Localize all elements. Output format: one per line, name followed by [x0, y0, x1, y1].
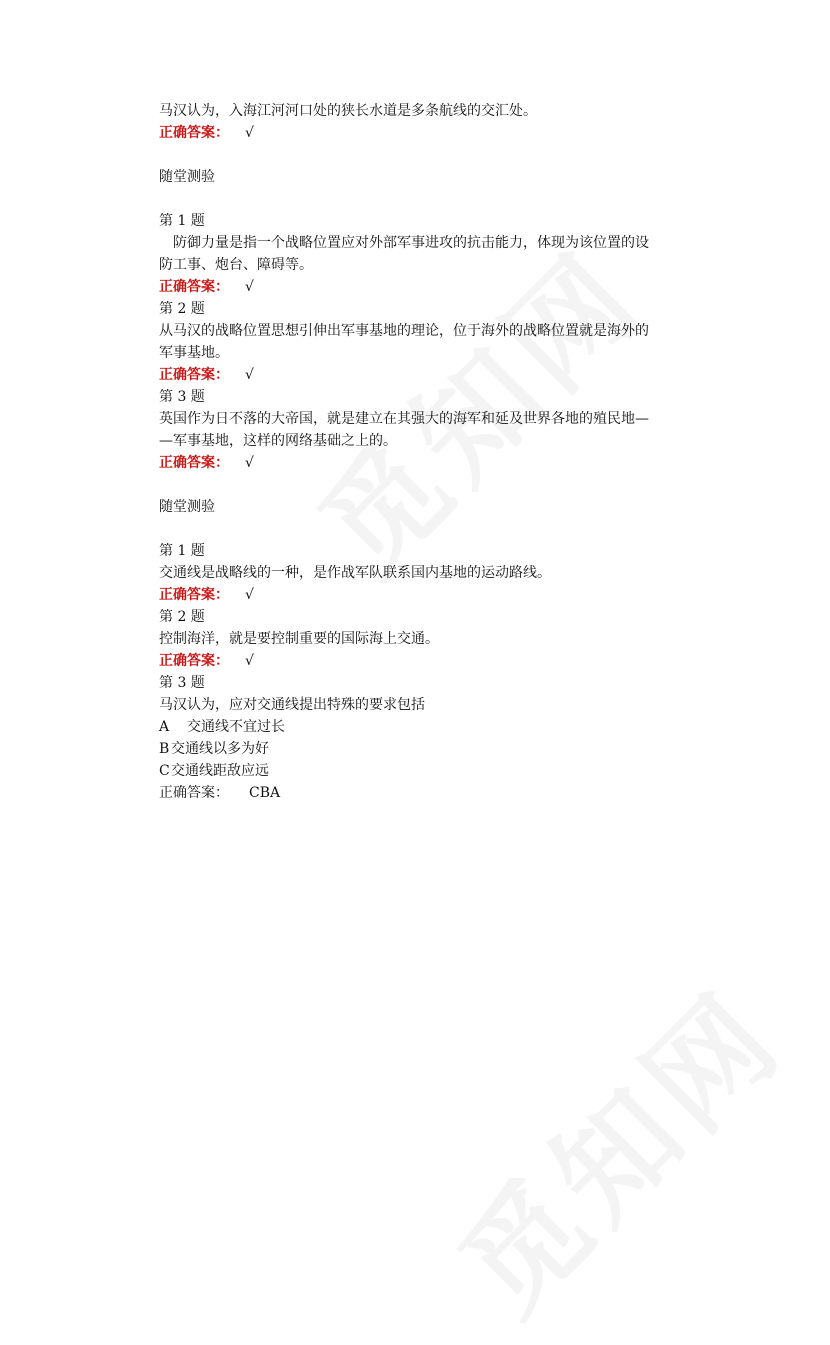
- answer-value: √: [245, 455, 254, 471]
- question-answer: [159, 584, 679, 606]
- option-letter: B: [159, 741, 170, 757]
- option-text: 交通线不宜过长: [187, 719, 285, 735]
- question-text: —军事基地，这样的网络基础之上的。: [159, 433, 397, 449]
- option-a: [159, 716, 679, 738]
- answer-label: 正确答案：: [159, 653, 229, 669]
- intro-statement: 马汉认为，入海江河河口处的狭长水道是多条航线的交汇处。: [159, 103, 537, 119]
- question-label: 第 2 题: [159, 301, 205, 317]
- answer-value: √: [245, 367, 254, 383]
- question-text: 马汉认为，应对交通线提出特殊的要求包括: [159, 697, 425, 713]
- answer-label: 正确答案：: [159, 367, 229, 383]
- answer-value: √: [245, 125, 254, 141]
- question-label: 第 3 题: [159, 675, 205, 691]
- question-answer: [159, 364, 679, 386]
- watermark: [416, 947, 813, 1344]
- question-text: 交通线是战略线的一种，是作战军队联系国内基地的运动路线。: [159, 565, 551, 581]
- question-answer: [159, 650, 679, 672]
- answer-label: 正确答案：: [159, 279, 229, 295]
- question-text: 从马汉的战略位置思想引伸出军事基地的理论，位于海外的战略位置就是海外的: [159, 323, 649, 339]
- question-text: 防御力量是指一个战略位置应对外部军事进攻的抗击能力，体现为该位置的设: [173, 235, 649, 251]
- answer-value: CBA: [249, 785, 281, 801]
- question-text: 军事基地。: [159, 345, 229, 361]
- answer-label: 正确答案：: [159, 587, 229, 603]
- question-text: 防工事、炮台、障碍等。: [159, 257, 313, 273]
- document-body: [159, 100, 679, 804]
- option-letter: C: [159, 763, 170, 779]
- answer-label: 正确答案：: [159, 785, 229, 801]
- option-c: [159, 760, 679, 782]
- option-b: [159, 738, 679, 760]
- answer-value: √: [245, 587, 254, 603]
- question-text: 控制海洋，就是要控制重要的国际海上交通。: [159, 631, 439, 647]
- option-letter: A: [159, 719, 170, 735]
- option-text: 交通线以多为好: [171, 741, 269, 757]
- intro-answer: [159, 122, 679, 144]
- answer-value: √: [245, 653, 254, 669]
- option-text: 交通线距敌应远: [171, 763, 269, 779]
- question-answer: [159, 452, 679, 474]
- section-title: 随堂测验: [159, 169, 215, 185]
- question-answer: [159, 782, 679, 804]
- question-label: 第 1 题: [159, 213, 205, 229]
- question-label: 第 1 题: [159, 543, 205, 559]
- question-label: 第 3 题: [159, 389, 205, 405]
- answer-label: 正确答案：: [159, 455, 229, 471]
- answer-value: √: [245, 279, 254, 295]
- question-text: 英国作为日不落的大帝国，就是建立在其强大的海军和延及世界各地的殖民地—: [159, 411, 649, 427]
- section-title: 随堂测验: [159, 499, 215, 515]
- question-answer: [159, 276, 679, 298]
- answer-label: 正确答案：: [159, 125, 229, 141]
- question-label: 第 2 题: [159, 609, 205, 625]
